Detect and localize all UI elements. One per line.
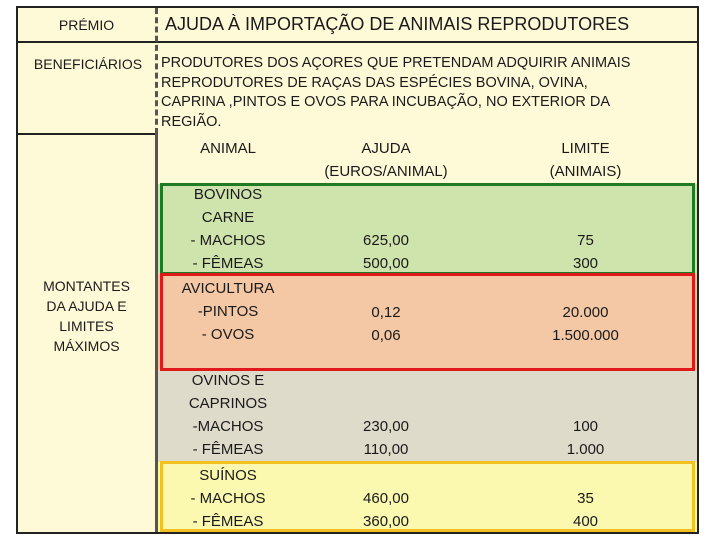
header-divider [18,41,697,43]
row-ovinos-limite [474,415,697,461]
animal-line: CAPRINOS [188,395,268,412]
beneficiarios-label: BENEFICIÁRIOS [33,56,143,72]
ajuda-value: 0,12 [371,304,401,321]
beneficiarios-line: CAPRINA ,PINTOS E OVOS PARA INCUBAÇÃO, NO EXTERIOR DA [161,94,611,110]
montantes-label [18,274,155,358]
row-suinos-animal [158,464,298,533]
row-avicultura-animal [158,277,298,346]
animal-line: -MACHOS [192,418,264,435]
limite-value: 1.500.000 [552,327,619,344]
row-bovinos-animal [158,183,298,275]
column-header-line: LIMITE [561,140,610,157]
limite-value: 35 [577,490,594,507]
row-suinos-limite [474,487,697,533]
column-header-line: (ANIMAIS) [549,163,622,180]
column-header-line: ANIMAL [200,140,256,157]
ajuda-value: 625,00 [363,232,409,249]
beneficiarios-line: REPRODUTORES DE RAÇAS DAS ESPÉCIES BOVINA, OVINA, [161,74,588,91]
animal-line: - OVOS [201,326,255,343]
montantes-line: LIMITES [59,318,114,334]
ajuda-value: 110,00 [363,441,409,458]
animal-line: BOVINOS [193,186,263,203]
animal-line: - FÊMEAS [192,513,264,530]
row-suinos-ajuda [298,487,474,533]
animal-line: AVICULTURA [181,280,275,297]
row-ovinos-ajuda [298,415,474,461]
animal-line: SUÍNOS [199,467,257,484]
page-title: AJUDA À IMPORTAÇÃO DE ANIMAIS REPRODUTORES [165,14,630,34]
montantes-line: DA AJUDA E [46,298,127,314]
limite-value: 400 [572,513,599,530]
column-header-ajuda [298,137,474,183]
row-avicultura-ajuda [298,301,474,347]
column-header-line: AJUDA [361,140,411,157]
row-avicultura-limite [474,301,697,347]
beneficiarios-text [161,54,696,132]
beneficiarios-line: PRODUTORES DOS AÇORES QUE PRETENDAM ADQUIRIR ANIMAIS [161,55,631,71]
ajuda-value: 460,00 [363,490,409,507]
ajuda-value: 230,00 [363,418,409,435]
ajuda-value: 360,00 [363,513,409,530]
row-bovinos-ajuda [298,229,474,275]
column-header-limite [474,137,697,183]
row-bovinos-limite [474,229,697,275]
limite-value: 20.000 [562,304,609,321]
limite-value: 1.000 [566,441,605,458]
limite-value: 100 [572,418,599,435]
ajuda-value: 500,00 [363,255,409,272]
left-divider [18,133,155,135]
premio-label: PRÉMIO [58,16,115,33]
beneficiarios-line: REGIÃO. [161,113,222,130]
column-header-animal [158,137,298,160]
limite-value: 300 [572,255,599,272]
montantes-line: MÁXIMOS [53,338,120,354]
animal-line: - FÊMEAS [192,441,264,458]
animal-line: CARNE [201,209,255,226]
ajuda-value: 0,06 [371,327,401,344]
row-ovinos-animal [158,369,298,461]
animal-line: - MACHOS [190,232,266,249]
column-header-line: (EUROS/ANIMAL) [324,163,448,180]
animal-line: OVINOS E [191,372,265,389]
montantes-line: MONTANTES [43,278,130,294]
animal-line: - FÊMEAS [192,255,264,272]
animal-line: -PINTOS [197,303,259,320]
limite-value: 75 [577,232,594,249]
animal-line: - MACHOS [190,490,266,507]
